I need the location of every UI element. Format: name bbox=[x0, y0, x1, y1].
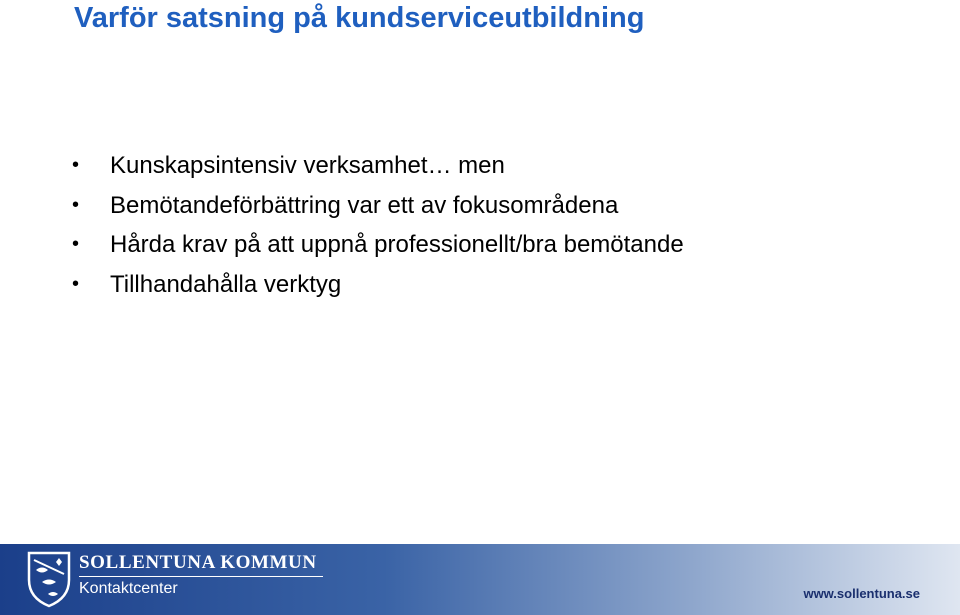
website-link[interactable]: www.sollentuna.se bbox=[803, 586, 920, 601]
bullet-item bbox=[72, 265, 684, 305]
bullet-text: Hårda krav på att uppnå professionellt/bra bemötande bbox=[110, 231, 684, 258]
slide-title: Varför satsning på kundserviceutbildning bbox=[74, 2, 645, 34]
footer-banner bbox=[0, 544, 960, 615]
bullet-text: Kunskapsintensiv verksamhet… men bbox=[110, 152, 505, 179]
bullet-marker: • bbox=[72, 272, 80, 295]
bullet-item bbox=[72, 225, 684, 265]
bullet-marker: • bbox=[72, 193, 80, 216]
footer-divider bbox=[79, 576, 323, 577]
bullet-item bbox=[72, 146, 684, 186]
bullet-item bbox=[72, 186, 684, 226]
bullet-marker: • bbox=[72, 233, 80, 255]
department-name: Kontaktcenter bbox=[79, 580, 178, 597]
bullet-marker: • bbox=[72, 154, 80, 176]
crest-icon bbox=[26, 550, 72, 608]
organization-name: SOLLENTUNA KOMMUN bbox=[79, 552, 317, 573]
bullet-text: Bemötandeförbättring var ett av fokusområdena bbox=[110, 191, 619, 219]
bullet-text: Tillhandahålla verktyg bbox=[110, 270, 342, 298]
bullet-list bbox=[72, 146, 684, 304]
